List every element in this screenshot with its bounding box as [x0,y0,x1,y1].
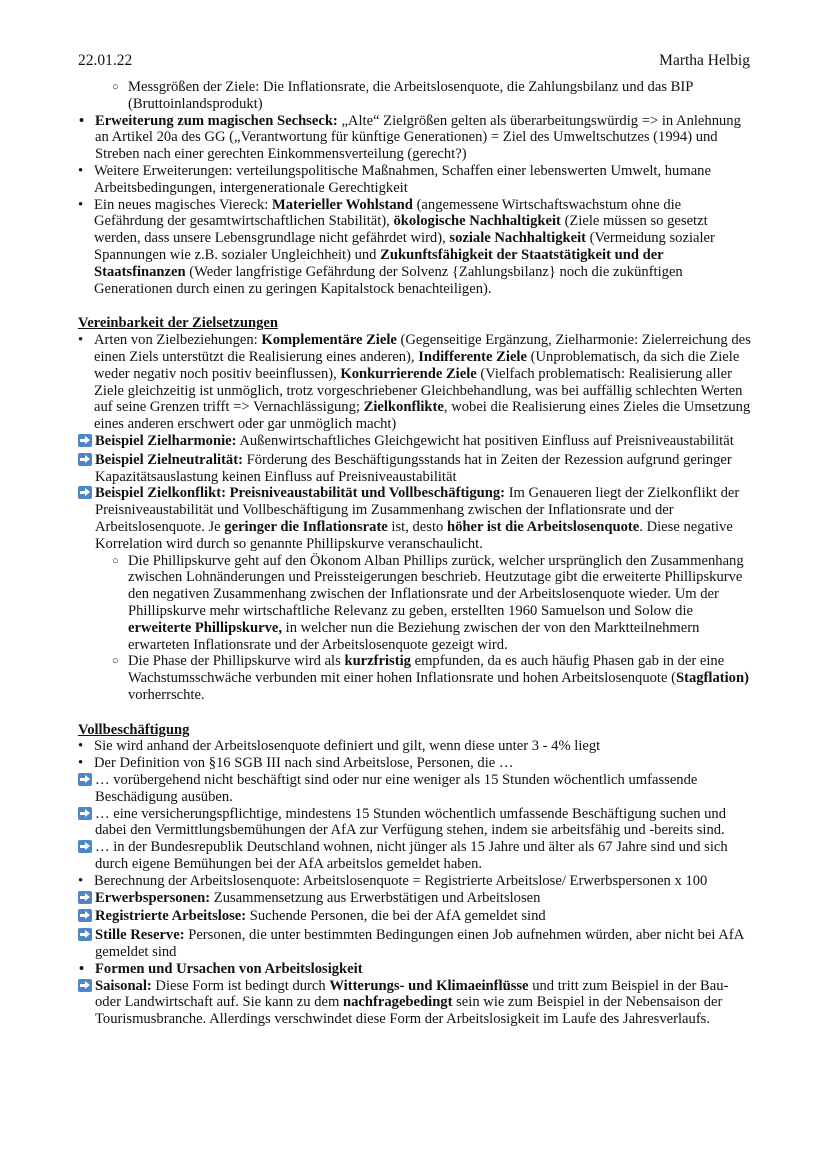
list-item-arten: • Arten von Zielbeziehungen: Komplementäre Ziele (Gegenseitige Ergänzung, Zielharmonie: Zielerreichung des einen Ziels unterstützt die Realisierung eines anderen), Indifferente Ziele (Unproblematisch, da sich die Ziele weder negativ noch positiv beeinflussen), Konkurrierende Ziele (Vielfach problematisch: Realisierung aller Ziele gleichzeitig ist unmöglich, trotz vorgeschriebener Gleichbehandlung, was bei auffällig schlechten Werten auf seine Grenzen trifft => Vernachlässigung; Zielkonflikte, wobei die Realisierung eines Zieles die Umsetzung eines anderen erschwert oder gar unmöglich macht) [78,332,751,433]
list-item-phase: ○ Die Phase der Phillipskurve wird als kurzfristig empfunden, da es auch häufig Phasen gab in der eine Wachstumsschwäche verbunden mit einer hohen Inflationsrate und hohen Arbeitslosenquote (Stagflation) vorherrschte. [112,653,749,703]
arrow-right-icon [78,909,92,922]
arrow-right-icon [78,453,92,466]
list-item-weitere: • Weitere Erweiterungen: verteilungspolitische Maßnahmen, Schaffen einer lebenswerten Umwelt, humane Arbeitsbedingungen, intergenerationale Gerechtigkeit [78,162,711,196]
list-item-berechnung: • Berechnung der Arbeitslosenquote: Arbeitslosenquote = Registrierte Arbeitslose/ Erwerbspersonen x 100 [78,872,708,889]
section-heading-vollbeschaeftigung: Vollbeschäftigung [78,721,190,738]
list-item-saisonal: Saisonal: Diese Form ist bedingt durch Witterungs- und Klimaeinflüsse und tritt zum Beispiel in der Bau- oder Landwirtschaft auf. Sie kann zu dem nachfragebedingt sein wie zum Beispiel in der Nebensaison der Tourismusbranche. Allerdings verschwindet diese Form der Arbeitslosigkeit im Laufe des Jahresverlaufs. [78,978,752,1028]
list-item-arbeitslose-3: … in der Bundesrepublik Deutschland wohnen, nicht jünger als 15 Jahre und älter als 67 Jahre sind und sich durch eigene Bemühungen bei der AfA arbeitslos gemeldet haben. [78,839,752,873]
bullet-icon: • [78,196,84,213]
bullet-icon: • [78,332,84,349]
list-item-messgroessen: ○ Messgrößen der Ziele: Die Inflationsrate, die Arbeitslosenquote, die Zahlungsbilanz und das BIP (Bruttoinlandsprodukt) [112,79,693,112]
list-item-registrierte: Registrierte Arbeitslose: Suchende Personen, die bei der AfA gemeldet sind [78,908,752,927]
list-item-zielkonflikt: Beispiel Zielkonflikt: Preisniveaustabilität und Vollbeschäftigung: Im Genaueren liegt der Zielkonflikt der Preisniveaustabilität und Vollbeschäftigung im Zusammenhang zwischen der Inflationsrate und der Arbeitslosenquote. Je geringer die Inflationsrate ist, desto höher ist die Arbeitslosenquote. Diese negative Korrelation wird durch so genannte Phillipskurve veranschaulicht. [78,485,752,552]
list-item-sechseck: • Erweiterung zum magischen Sechseck: „Alte“ Zielgrößen gelten als überarbeitungswürdig => in Anlehnung an Artikel 20a des GG („Verantwortung für künftige Generationen) = Ziel des Umweltschutzes (1994) und Streben nach einer gerechten Einkommensverteilung (gerecht?) [79,112,741,163]
circle-bullet-icon: ○ [112,655,119,668]
bullet-icon: • [78,755,84,772]
list-item-arbeitslose-1: … vorübergehend nicht beschäftigt sind oder nur eine weniger als 15 Stunden wöchentlich umfassende Beschädigung ausüben. [78,772,752,806]
document-body [78,79,752,1028]
list-item-stille-reserve: Stille Reserve: Personen, die unter bestimmten Bedingungen einen Job aufnehmen würden, aber nicht bei AfA gemeldet sind [78,927,752,961]
bullet-icon: • [78,738,84,755]
arrow-right-icon [78,891,92,904]
arrow-right-icon [78,928,92,941]
bullet-icon: • [78,162,84,179]
list-item-zielneutralitaet: Beispiel Zielneutralität: Förderung des Beschäftigungsstands hat in Zeiten der Rezession aufgrund geringer Kapazitätsauslastung keinen Einfluss auf Preisniveaustabilität [78,452,752,486]
list-item-sgb: • Der Definition von §16 SGB III nach sind Arbeitslose, Personen, die … [78,755,514,772]
header-author: Martha Helbig [659,52,750,69]
list-item-arbeitslose-2: … eine versicherungspflichtige, mindestens 15 Stunden wöchentlich umfassende Beschäftigung suchen und dabei den Vermittlungsbemühungen der AfA zur Verfügung stehen, indem sie arbeitsfähig und -bereits sind. [78,806,752,840]
header-date: 22.01.22 [78,52,133,69]
bullet-icon: • [79,960,85,977]
list-item-formen: • Formen und Ursachen von Arbeitslosigkeit [79,960,363,977]
arrow-right-icon [78,434,92,447]
list-item-zielharmonie: Beispiel Zielharmonie: Außenwirtschaftliches Gleichgewicht hat positiven Einfluss auf Preisniveaustabilität [78,433,752,452]
bullet-icon: • [78,872,84,889]
arrow-right-icon [78,979,92,992]
list-item-definition: • Sie wird anhand der Arbeitslosenquote definiert und gilt, wenn diese unter 3 - 4% liegt [78,738,601,755]
section-heading-vereinbarkeit: Vereinbarkeit der Zielsetzungen [78,315,278,332]
circle-bullet-icon: ○ [112,554,119,567]
arrow-right-icon [78,773,92,786]
arrow-right-icon [78,486,92,499]
arrow-right-icon [78,807,92,820]
list-item-phillips: ○ Die Phillipskurve geht auf den Ökonom Alban Phillips zurück, welcher ursprünglich den Zusammenhang zwischen Lohnänderungen und Preissteigerungen beschrieb. Heutzutage gibt die erweiterte Phillipskurve den negativen Zusammenhang zwischen der Inflationsrate und der Arbeitslosenquote wieder. Um der Phillipskurve mehr wirtschaftliche Relevanz zu geben, erstellten 1960 Samuelson und Solow die erweiterte Phillipskurve, in welcher nun die Beziehung zwischen der von den Marktteilnehmern erwarteten Inflationsrate und der Arbeitslosenquote gezeigt wird. [112,552,744,653]
bullet-icon: • [79,112,85,129]
arrow-right-icon [78,840,92,853]
list-item-viereck: • Ein neues magisches Viereck: Materieller Wohlstand (angemessene Wirtschaftswachstum ohne die Gefährdung der gesamtwirtschaftlichen Stabilität), ökologische Nachhaltigkeit (Ziele müssen so gesetzt werden, dass unsere Lebensgrundlage nicht gefährdet wird), soziale Nachhaltigkeit (Vermeidung sozialer Spannungen wie z.B. sozialer Ungleichheit) und Zukunftsfähigkeit der Staatstätigkeit und der Staatsfinanzen (Weder langfristige Gefährdung der Solvenz {Zahlungsbilanz} noch die zukünftigen Generationen durch einen zu geringen Kapitalstock benachteiligen). [78,196,715,297]
circle-bullet-icon: ○ [112,81,119,93]
list-item-erwerbspersonen: Erwerbspersonen: Zusammensetzung aus Erwerbstätigen und Arbeitslosen [78,890,752,909]
